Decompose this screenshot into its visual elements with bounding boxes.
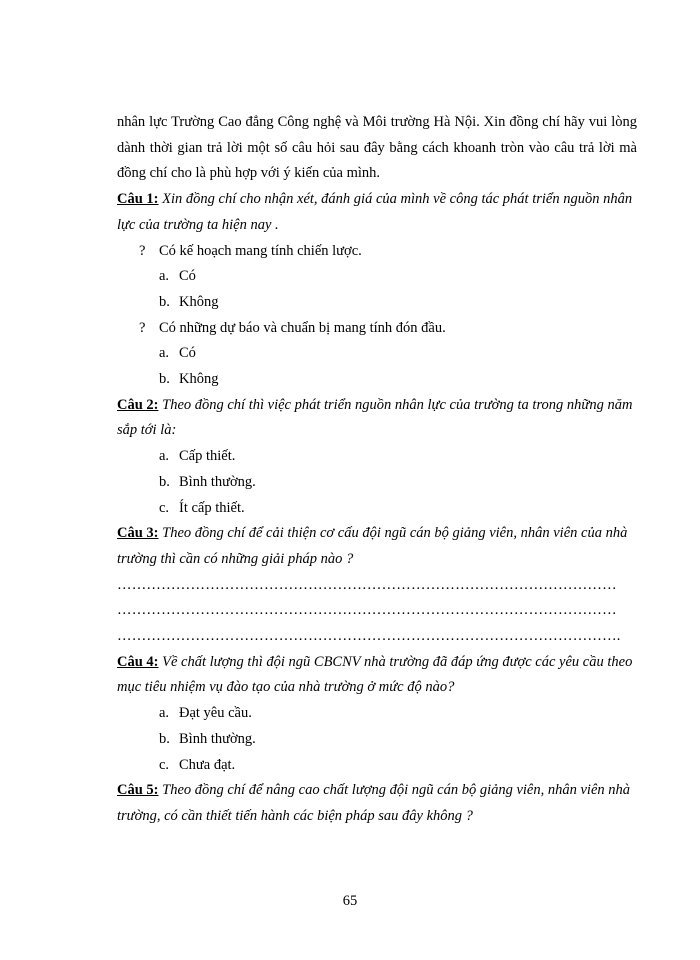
question-4-text: Về chất lượng thì đội ngũ CBCNV nhà trường đã đáp ứng được các yêu cầu theo mục tiêu nhiệm vụ đào tạo của nhà trường ở mức độ nào? [117, 653, 633, 696]
option-text: Có [179, 345, 196, 362]
answer-line: ………………………………………………………………………………………… [117, 576, 617, 593]
option-text: Chưa đạt. [179, 756, 236, 773]
option-marker: b. [159, 730, 170, 747]
option-item [117, 341, 637, 367]
question-1-text: Xin đồng chí cho nhận xét, đánh giá của mình về công tác phát triển nguồn nhân lực của trường ta hiện nay . [117, 191, 633, 233]
document-body [117, 110, 637, 830]
question-3 [117, 521, 637, 572]
answer-line: …………………………………………………………………………………………. [117, 628, 621, 645]
question-5-number: Câu 5: [117, 782, 159, 799]
option-marker: b. [159, 293, 170, 310]
question-3-text: Theo đồng chí để cải thiện cơ cấu đội ngũ cán bộ giảng viên, nhân viên của nhà trường thì cần có những giải pháp nào ? [117, 525, 628, 567]
option-marker: b. [159, 473, 170, 490]
page-number: 65 [342, 893, 358, 909]
option-item [117, 444, 637, 470]
option-marker: a. [159, 345, 170, 362]
bullet-text: Có những dự báo và chuẩn bị mang tính đón đầu. [159, 319, 446, 336]
question-2 [117, 393, 637, 444]
option-item [117, 470, 637, 496]
option-item [117, 753, 637, 779]
option-item [117, 367, 637, 393]
option-text: Có [179, 268, 196, 285]
answer-line: ………………………………………………………………………………………… [117, 602, 617, 619]
option-marker: a. [159, 268, 170, 285]
option-text: Không [179, 293, 219, 310]
question-5-text: Theo đồng chí để nâng cao chất lượng đội ngũ cán bộ giảng viên, nhân viên nhà trường, có cần thiết tiến hành các biện pháp sau đây không ? [117, 782, 631, 824]
question-1-bullet-1 [117, 239, 637, 265]
question-1 [117, 187, 637, 238]
option-item [117, 264, 637, 290]
question-3-number: Câu 3: [117, 525, 159, 542]
option-item [117, 727, 637, 753]
option-marker: a. [159, 705, 170, 722]
option-item [117, 290, 637, 316]
question-4 [117, 650, 637, 701]
option-item [117, 496, 637, 522]
bullet-marker: ? [139, 242, 146, 259]
option-marker: c. [159, 756, 170, 773]
bullet-marker: ? [139, 319, 146, 336]
option-text: Cấp thiết. [179, 448, 236, 465]
question-2-text: Theo đồng chí thì việc phát triển nguồn nhân lực của trường ta trong những năm sắp tới là: [117, 396, 633, 439]
question-1-bullet-2 [117, 316, 637, 342]
option-text: Không [179, 371, 219, 388]
option-marker: a. [159, 448, 170, 465]
option-item [117, 701, 637, 727]
intro-paragraph: nhân lực Trường Cao đẳng Công nghệ và Môi trường Hà Nội. Xin đồng chí hãy vui lòng dành thời gian trả lời một số câu hỏi sau đây bằng cách khoanh tròn vào câu trả lời mà đồng chí cho là phù hợp với ý kiến của mình. [117, 114, 637, 182]
question-5 [117, 778, 637, 829]
option-marker: c. [159, 499, 170, 516]
bullet-text: Có kế hoạch mang tính chiến lược. [159, 242, 362, 259]
question-2-number: Câu 2: [117, 396, 159, 413]
option-marker: b. [159, 371, 170, 388]
option-text: Đạt yêu cầu. [179, 705, 252, 722]
option-text: Bình thường. [179, 730, 256, 747]
question-1-number: Câu 1: [117, 191, 159, 208]
question-4-number: Câu 4: [117, 653, 159, 670]
option-text: Bình thường. [179, 473, 256, 490]
option-text: Ít cấp thiết. [179, 499, 245, 516]
